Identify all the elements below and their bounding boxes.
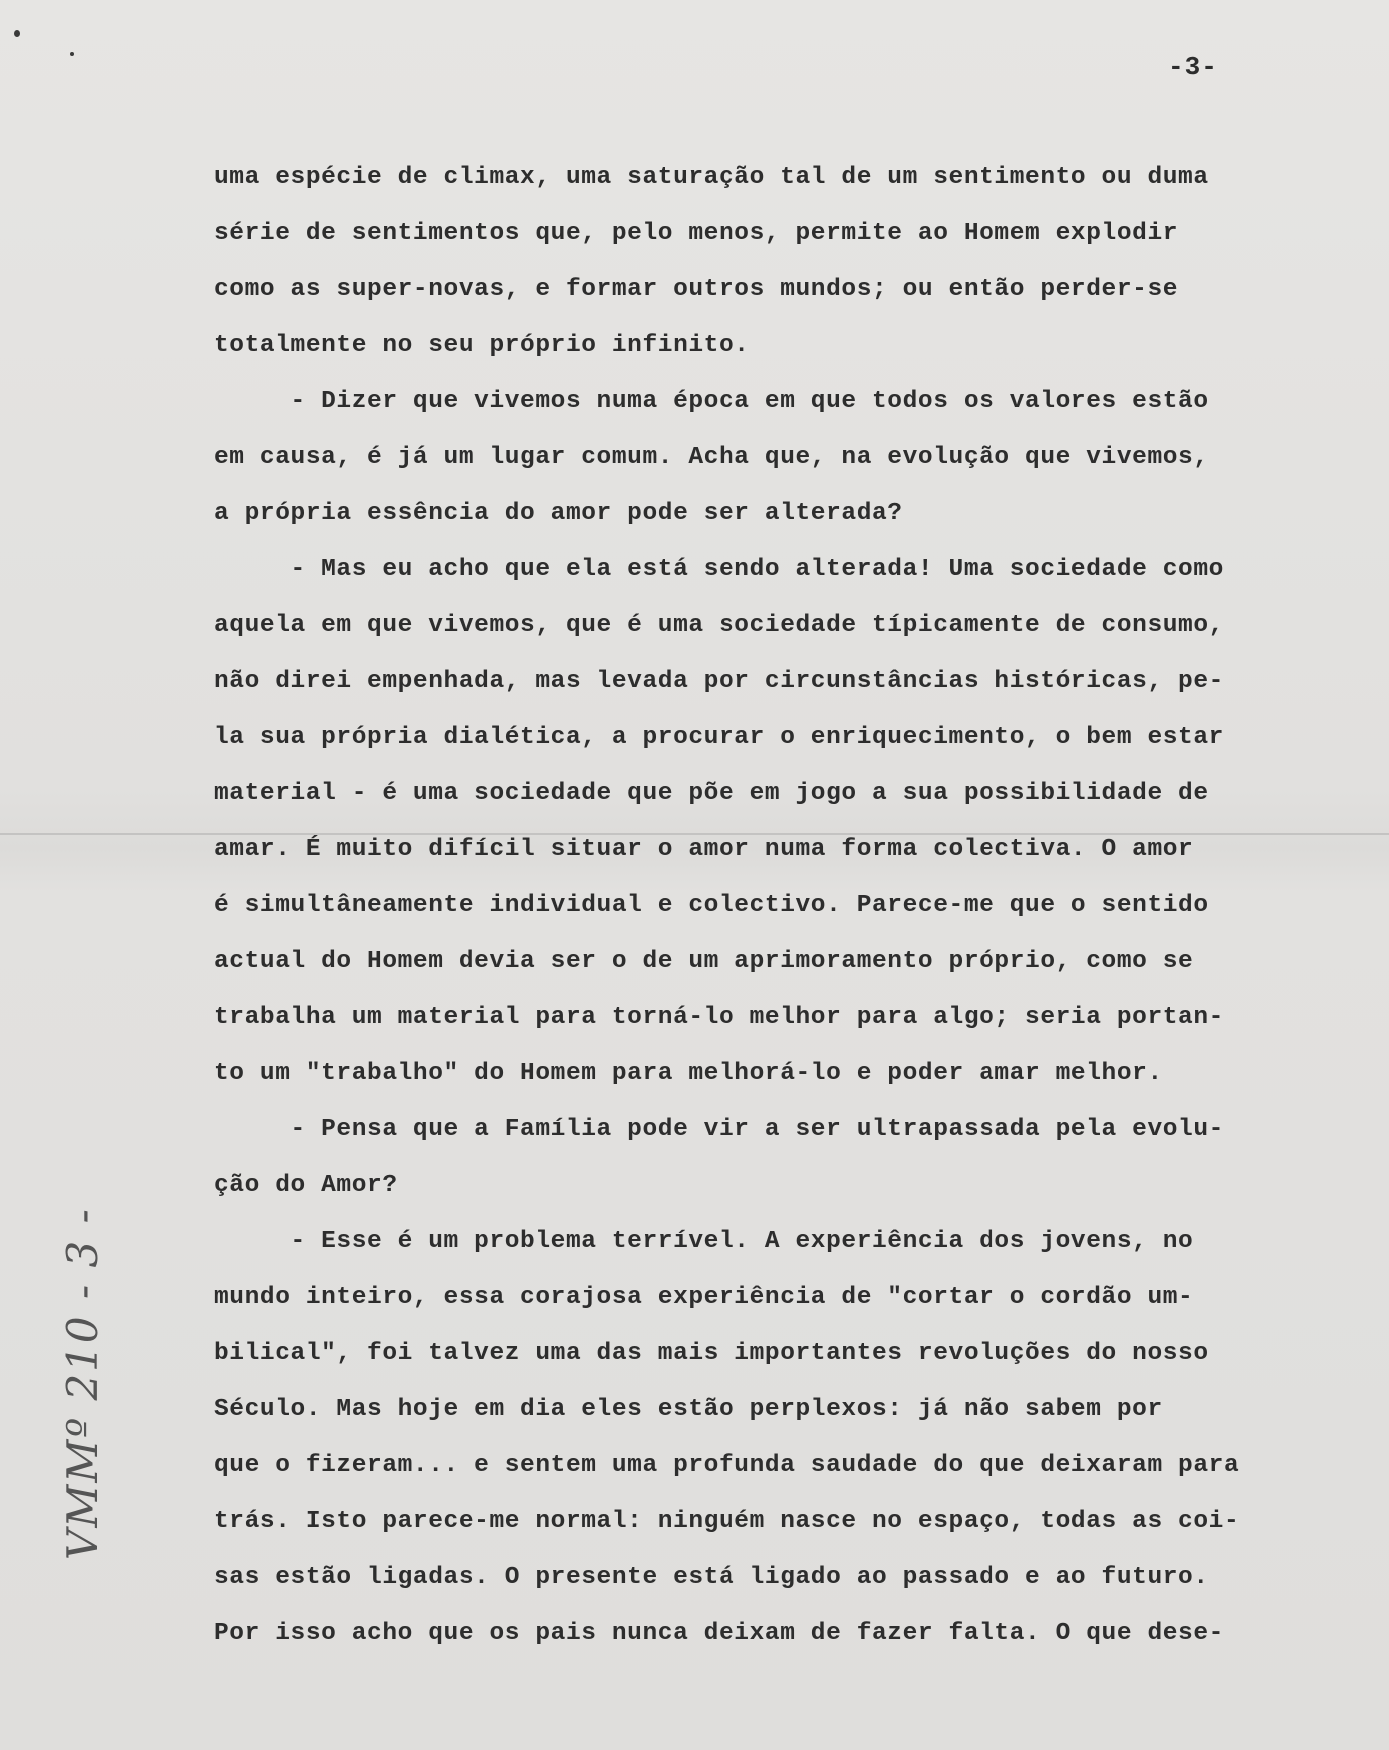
handwritten-margin-note: VMMº 210 - 3 - (58, 1207, 107, 1560)
text-line: aquela em que vivemos, que é uma sociedade típicamente de consumo, (214, 612, 1224, 639)
text-line: bilical", foi talvez uma das mais importantes revoluções do nosso (214, 1340, 1209, 1367)
typewritten-text (214, 160, 1334, 1672)
text-line: que o fizeram... e sentem uma profunda saudade do que deixaram para (214, 1452, 1240, 1479)
text-line: - Esse é um problema terrível. A experiência dos jovens, no (214, 1228, 1194, 1255)
text-line: mundo inteiro, essa corajosa experiência de "cortar o cordão um- (214, 1284, 1194, 1311)
text-line: a própria essência do amor pode ser alterada? (214, 500, 903, 527)
ink-speck (14, 30, 20, 37)
text-line: trás. Isto parece-me normal: ninguém nasce no espaço, todas as coi- (214, 1508, 1240, 1535)
text-line: não direi empenhada, mas levada por circunstâncias históricas, pe- (214, 668, 1224, 695)
text-line: material - é uma sociedade que põe em jogo a sua possibilidade de (214, 780, 1209, 807)
ink-speck (70, 52, 74, 56)
text-line: - Pensa que a Família pode vir a ser ultrapassada pela evolu- (214, 1116, 1224, 1143)
text-line: Século. Mas hoje em dia eles estão perplexos: já não sabem por (214, 1396, 1163, 1423)
text-line: trabalha um material para torná-lo melhor para algo; seria portan- (214, 1004, 1224, 1031)
text-line: la sua própria dialética, a procurar o enriquecimento, o bem estar (214, 724, 1224, 751)
page-number: -3- (1168, 52, 1218, 82)
text-line: é simultâneamente individual e colectivo. Parece-me que o sentido (214, 892, 1209, 919)
text-line: - Mas eu acho que ela está sendo alterada! Uma sociedade como (214, 556, 1224, 583)
text-line: - Dizer que vivemos numa época em que todos os valores estão (214, 388, 1209, 415)
text-line: totalmente no seu próprio infinito. (214, 332, 750, 359)
text-line: uma espécie de climax, uma saturação tal de um sentimento ou duma (214, 164, 1209, 191)
text-line: como as super-novas, e formar outros mundos; ou então perder-se (214, 276, 1179, 303)
text-line: amar. É muito difícil situar o amor numa forma colectiva. O amor (214, 836, 1194, 863)
text-line: ção do Amor? (214, 1172, 398, 1199)
text-line: série de sentimentos que, pelo menos, permite ao Homem explodir (214, 220, 1179, 247)
text-line: Por isso acho que os pais nunca deixam de fazer falta. O que dese- (214, 1620, 1224, 1647)
text-line: actual do Homem devia ser o de um aprimoramento próprio, como se (214, 948, 1194, 975)
text-line: em causa, é já um lugar comum. Acha que, na evolução que vivemos, (214, 444, 1209, 471)
text-line: to um "trabalho" do Homem para melhorá-lo e poder amar melhor. (214, 1060, 1163, 1087)
text-line: sas estão ligadas. O presente está ligado ao passado e ao futuro. (214, 1564, 1209, 1591)
